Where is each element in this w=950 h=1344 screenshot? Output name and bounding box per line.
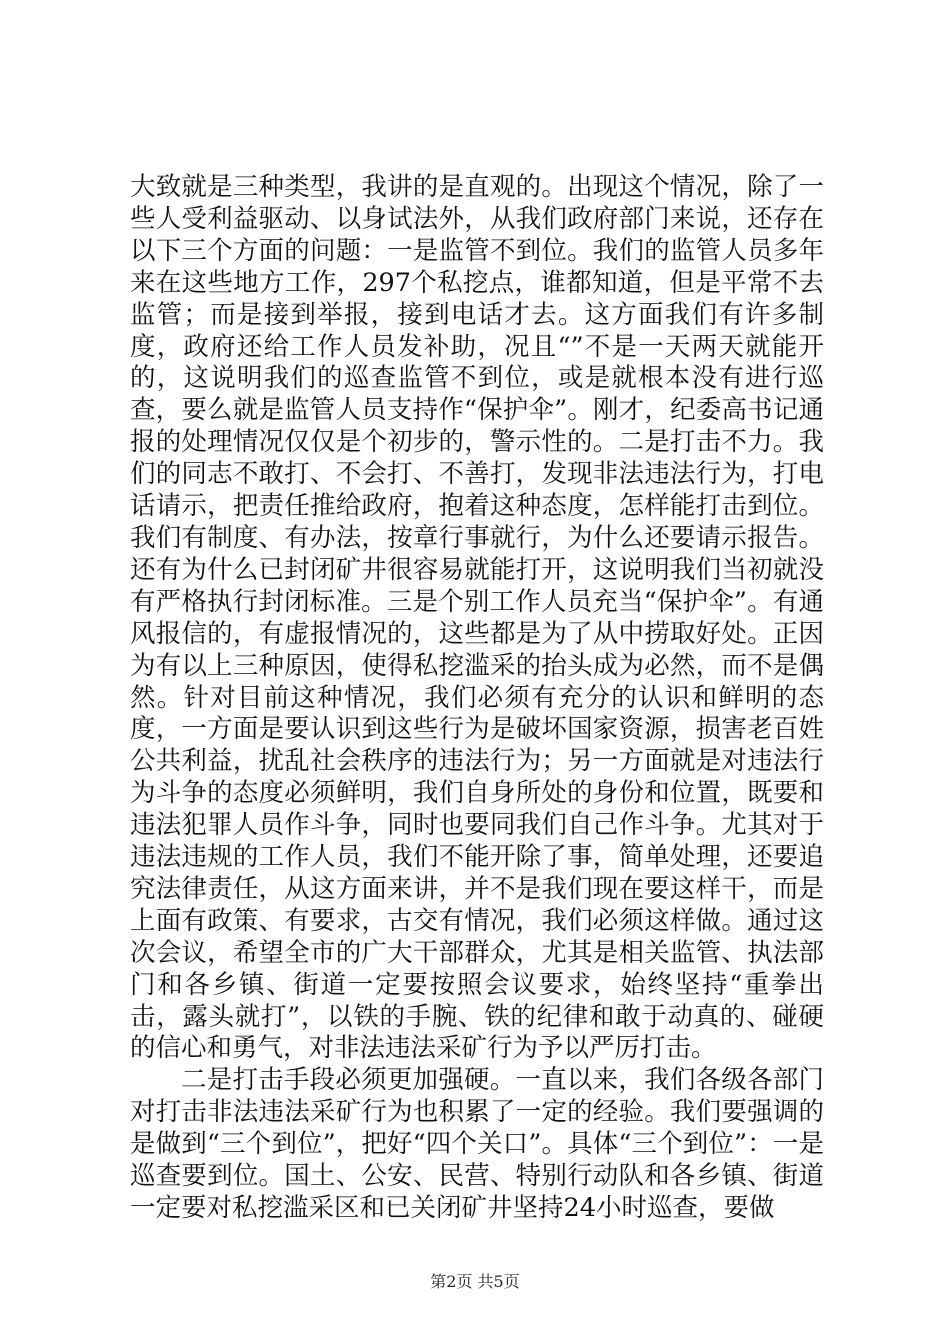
page-footer: 第2页 共5页 — [430, 1272, 520, 1291]
paragraph-2: 二是打击手段必须更加强硬。一直以来，我们各级各部门对打击非法违法采矿行为也积累了一定的经验。我们要强调的是做到“三个到位”，把好“四个关口”。具体“三个到位”：一是巡查要到位。国土、公安、民营、特别行动队和各乡镇、街道一定要对私挖滥采区和已关闭矿井坚持24小时巡查，要做 — [130, 1065, 824, 1223]
paragraph-1: 大致就是三种类型，我讲的是直观的。出现这个情况，除了一些人受利益驱动、以身试法外，从我们政府部门来说，还存在以下三个方面的问题：一是监管不到位。我们的监管人员多年来在这些地方工作，297个私挖点，谁都知道，但是平常不去监管；而是接到举报，接到电话才去。这方面我们有许多制度，政府还给工作人员发补助，况且“”不是一天两天就能开的，这说明我们的巡查监管不到位，或是就根本没有进行巡查，要么就是监管人员支持作“保护伞”。刚才，纪委高书记通报的处理情况仅仅是个初步的，警示性的。二是打击不力。我们的同志不敢打、不会打、不善打，发现非法违法行为，打电话请示，把责任推给政府，抱着这种态度，怎样能打击到位。我们有制度、有办法，按章行事就行，为什么还要请示报告。还有为什么已封闭矿井很容易就能打开，这说明我们当初就没有严格执行封闭标准。三是个别工作人员充当“保护伞”。有通风报信的，有虚报情况的，这些都是为了从中捞取好处。正因为有以上三种原因，使得私挖滥采的抬头成为必然，而不是偶然。针对目前这种情况，我们必须有充分的认识和鲜明的态度，一方面是要认识到这些行为是破坏国家资源，损害老百姓公共利益，扰乱社会秩序的违法行为；另一方面就是对违法行为斗争的态度必须鲜明，我们自身所处的身份和位置，既要和违法犯罪人员作斗争，同时也要同我们自己作斗争。尤其对于违法违规的工作人员，我们不能开除了事，简单处理，还要追究法律责任，从这方面来讲，并不是我们现在要这样干，而是上面有政策、有要求，古交有情况，我们必须这样做。通过这次会议，希望全市的广大干部群众，尤其是相关监管、执法部门和各乡镇、街道一定要按照会议要求，始终坚持“重拳出击，露头就打”，以铁的手腕、铁的纪律和敢于动真的、碰硬的信心和勇气，对非法违法采矿行为予以严厉打击。 — [130, 172, 824, 1064]
document-body — [130, 172, 824, 1225]
